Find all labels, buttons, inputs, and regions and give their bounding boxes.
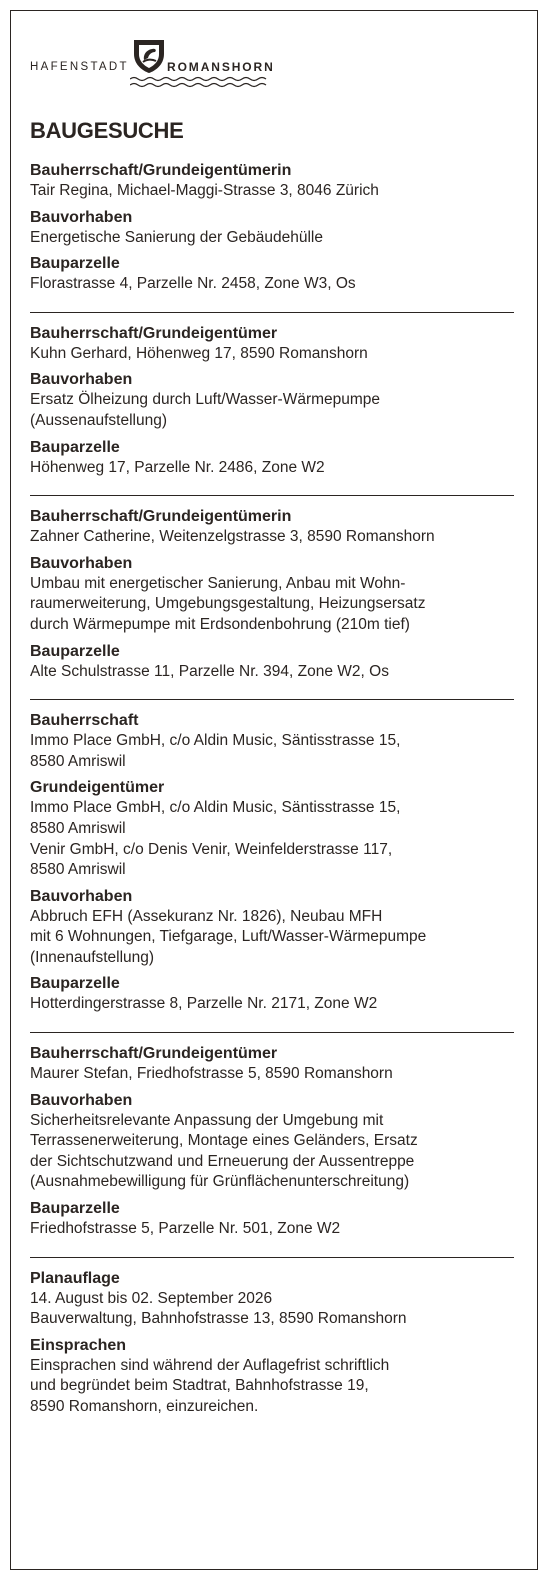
entry-text: Höhenweg 17, Parzelle Nr. 2486, Zone W2 [30, 458, 325, 476]
entry-block [30, 1198, 514, 1240]
entry-label: Bauherrschaft/Grundeigentümer [30, 324, 278, 342]
entry-block [30, 323, 514, 365]
entry-text: Umbau mit energetischer Sanierung, Anbau mit Wohn- raumerweiterung, Umgebungsgestaltung, Heizungsersatz durch Wärmepumpe mit Erdsondenbohrung (210m tief) [30, 574, 426, 633]
entry-text: 14. August bis 02. September 2026 Bauverwaltung, Bahnhofstrasse 13, 8590 Romanshorn [30, 1289, 407, 1328]
entry-block [30, 553, 514, 636]
entry-label: Bauvorhaben [30, 887, 133, 905]
entry-label: Bauherrschaft [30, 712, 139, 730]
logo-text-left: HAFENSTADT [30, 61, 129, 73]
entry-block [30, 710, 514, 772]
permit-entry [30, 710, 514, 1033]
entry-label: Bauparzelle [30, 438, 120, 456]
crest-icon [131, 38, 167, 74]
entry-label: Bauparzelle [30, 642, 120, 660]
entry-block [30, 160, 514, 202]
entry-block [30, 437, 514, 479]
entry-block [30, 1090, 514, 1193]
entry-label: Bauvorhaben [30, 371, 133, 389]
entry-block [30, 886, 514, 969]
entry-label: Einsprachen [30, 1336, 127, 1354]
entry-text: Ersatz Ölheizung durch Luft/Wasser-Wärmepumpe (Aussenaufstellung) [30, 391, 381, 429]
entry-label: Bauherrschaft/Grundeigentümer [30, 1045, 278, 1063]
entry-block [30, 973, 514, 1015]
entry-block [30, 207, 514, 249]
permit-entry [30, 1043, 514, 1258]
entry-block [30, 1043, 514, 1085]
entries-list [30, 160, 520, 1435]
permit-entry [30, 160, 514, 313]
entry-label: Bauparzelle [30, 975, 120, 993]
entry-text: Kuhn Gerhard, Höhenweg 17, 8590 Romanshorn [30, 344, 368, 362]
entry-label: Bauvorhaben [30, 554, 133, 572]
entry-block [30, 641, 514, 683]
entry-label: Bauvorhaben [30, 208, 133, 226]
entry-label: Bauparzelle [30, 1200, 120, 1218]
entry-label: Planauflage [30, 1269, 120, 1287]
notice-content [30, 118, 520, 1445]
entry-block [30, 777, 514, 880]
entry-text: Tair Regina, Michael-Maggi-Strasse 3, 8046 Zürich [30, 182, 379, 199]
logo-text-right: ROMANSHORN [167, 60, 275, 74]
entry-text: Alte Schulstrasse 11, Parzelle Nr. 394, Zone W2, Os [30, 662, 389, 680]
permit-entry [30, 506, 514, 700]
waves-icon [130, 76, 270, 88]
entry-text: Abbruch EFH (Assekuranz Nr. 1826), Neubau MFH mit 6 Wohnungen, Tiefgarage, Luft/Wasser-Wärmepumpe (Innenaufstellung) [30, 907, 427, 966]
entry-label: Grundeigentümer [30, 779, 165, 797]
entry-block [30, 1268, 514, 1330]
page-title: BAUGESUCHE [30, 118, 184, 143]
entry-block [30, 1335, 514, 1418]
entry-text: Immo Place GmbH, c/o Aldin Music, Säntisstrasse 15, 8580 Amriswil [30, 732, 401, 770]
entry-label: Bauherrschaft/Grundeigentümerin [30, 162, 292, 179]
permit-entry [30, 1268, 514, 1435]
entry-text: Einsprachen sind während der Auflagefrist schriftlich und begründet beim Stadtrat, Bahnhofstrasse 19, 8590 Romanshorn, einzureichen. [30, 1356, 390, 1415]
entry-text: Zahner Catherine, Weitenzelgstrasse 3, 8590 Romanshorn [30, 528, 435, 546]
entry-text: Immo Place GmbH, c/o Aldin Music, Säntisstrasse 15, 8580 Amriswil Venir GmbH, c/o Denis Venir, Weinfelderstrasse 117, 8580 Amriswil [30, 799, 401, 879]
entry-label: Bauparzelle [30, 255, 120, 273]
entry-label: Bauvorhaben [30, 1091, 133, 1109]
entry-text: Hotterdingerstrasse 8, Parzelle Nr. 2171, Zone W2 [30, 995, 378, 1013]
entry-text: Florastrasse 4, Parzelle Nr. 2458, Zone W3, Os [30, 275, 356, 293]
entry-text: Sicherheitsrelevante Anpassung der Umgebung mit Terrassenerweiterung, Montage eines Geländers, Ersatz der Sichtschutzwand und Erneuerung der Aussentreppe (Ausnahmebewilligung für Grünflächenunterschreitung) [30, 1111, 418, 1191]
logo [30, 38, 300, 90]
entry-block [30, 369, 514, 431]
entry-block [30, 253, 514, 295]
entry-block [30, 506, 514, 548]
entry-text: Maurer Stefan, Friedhofstrasse 5, 8590 Romanshorn [30, 1065, 393, 1083]
entry-label: Bauherrschaft/Grundeigentümerin [30, 508, 292, 526]
entry-text: Energetische Sanierung der Gebäudehülle [30, 228, 323, 246]
permit-entry [30, 323, 514, 496]
entry-text: Friedhofstrasse 5, Parzelle Nr. 501, Zone W2 [30, 1220, 341, 1238]
